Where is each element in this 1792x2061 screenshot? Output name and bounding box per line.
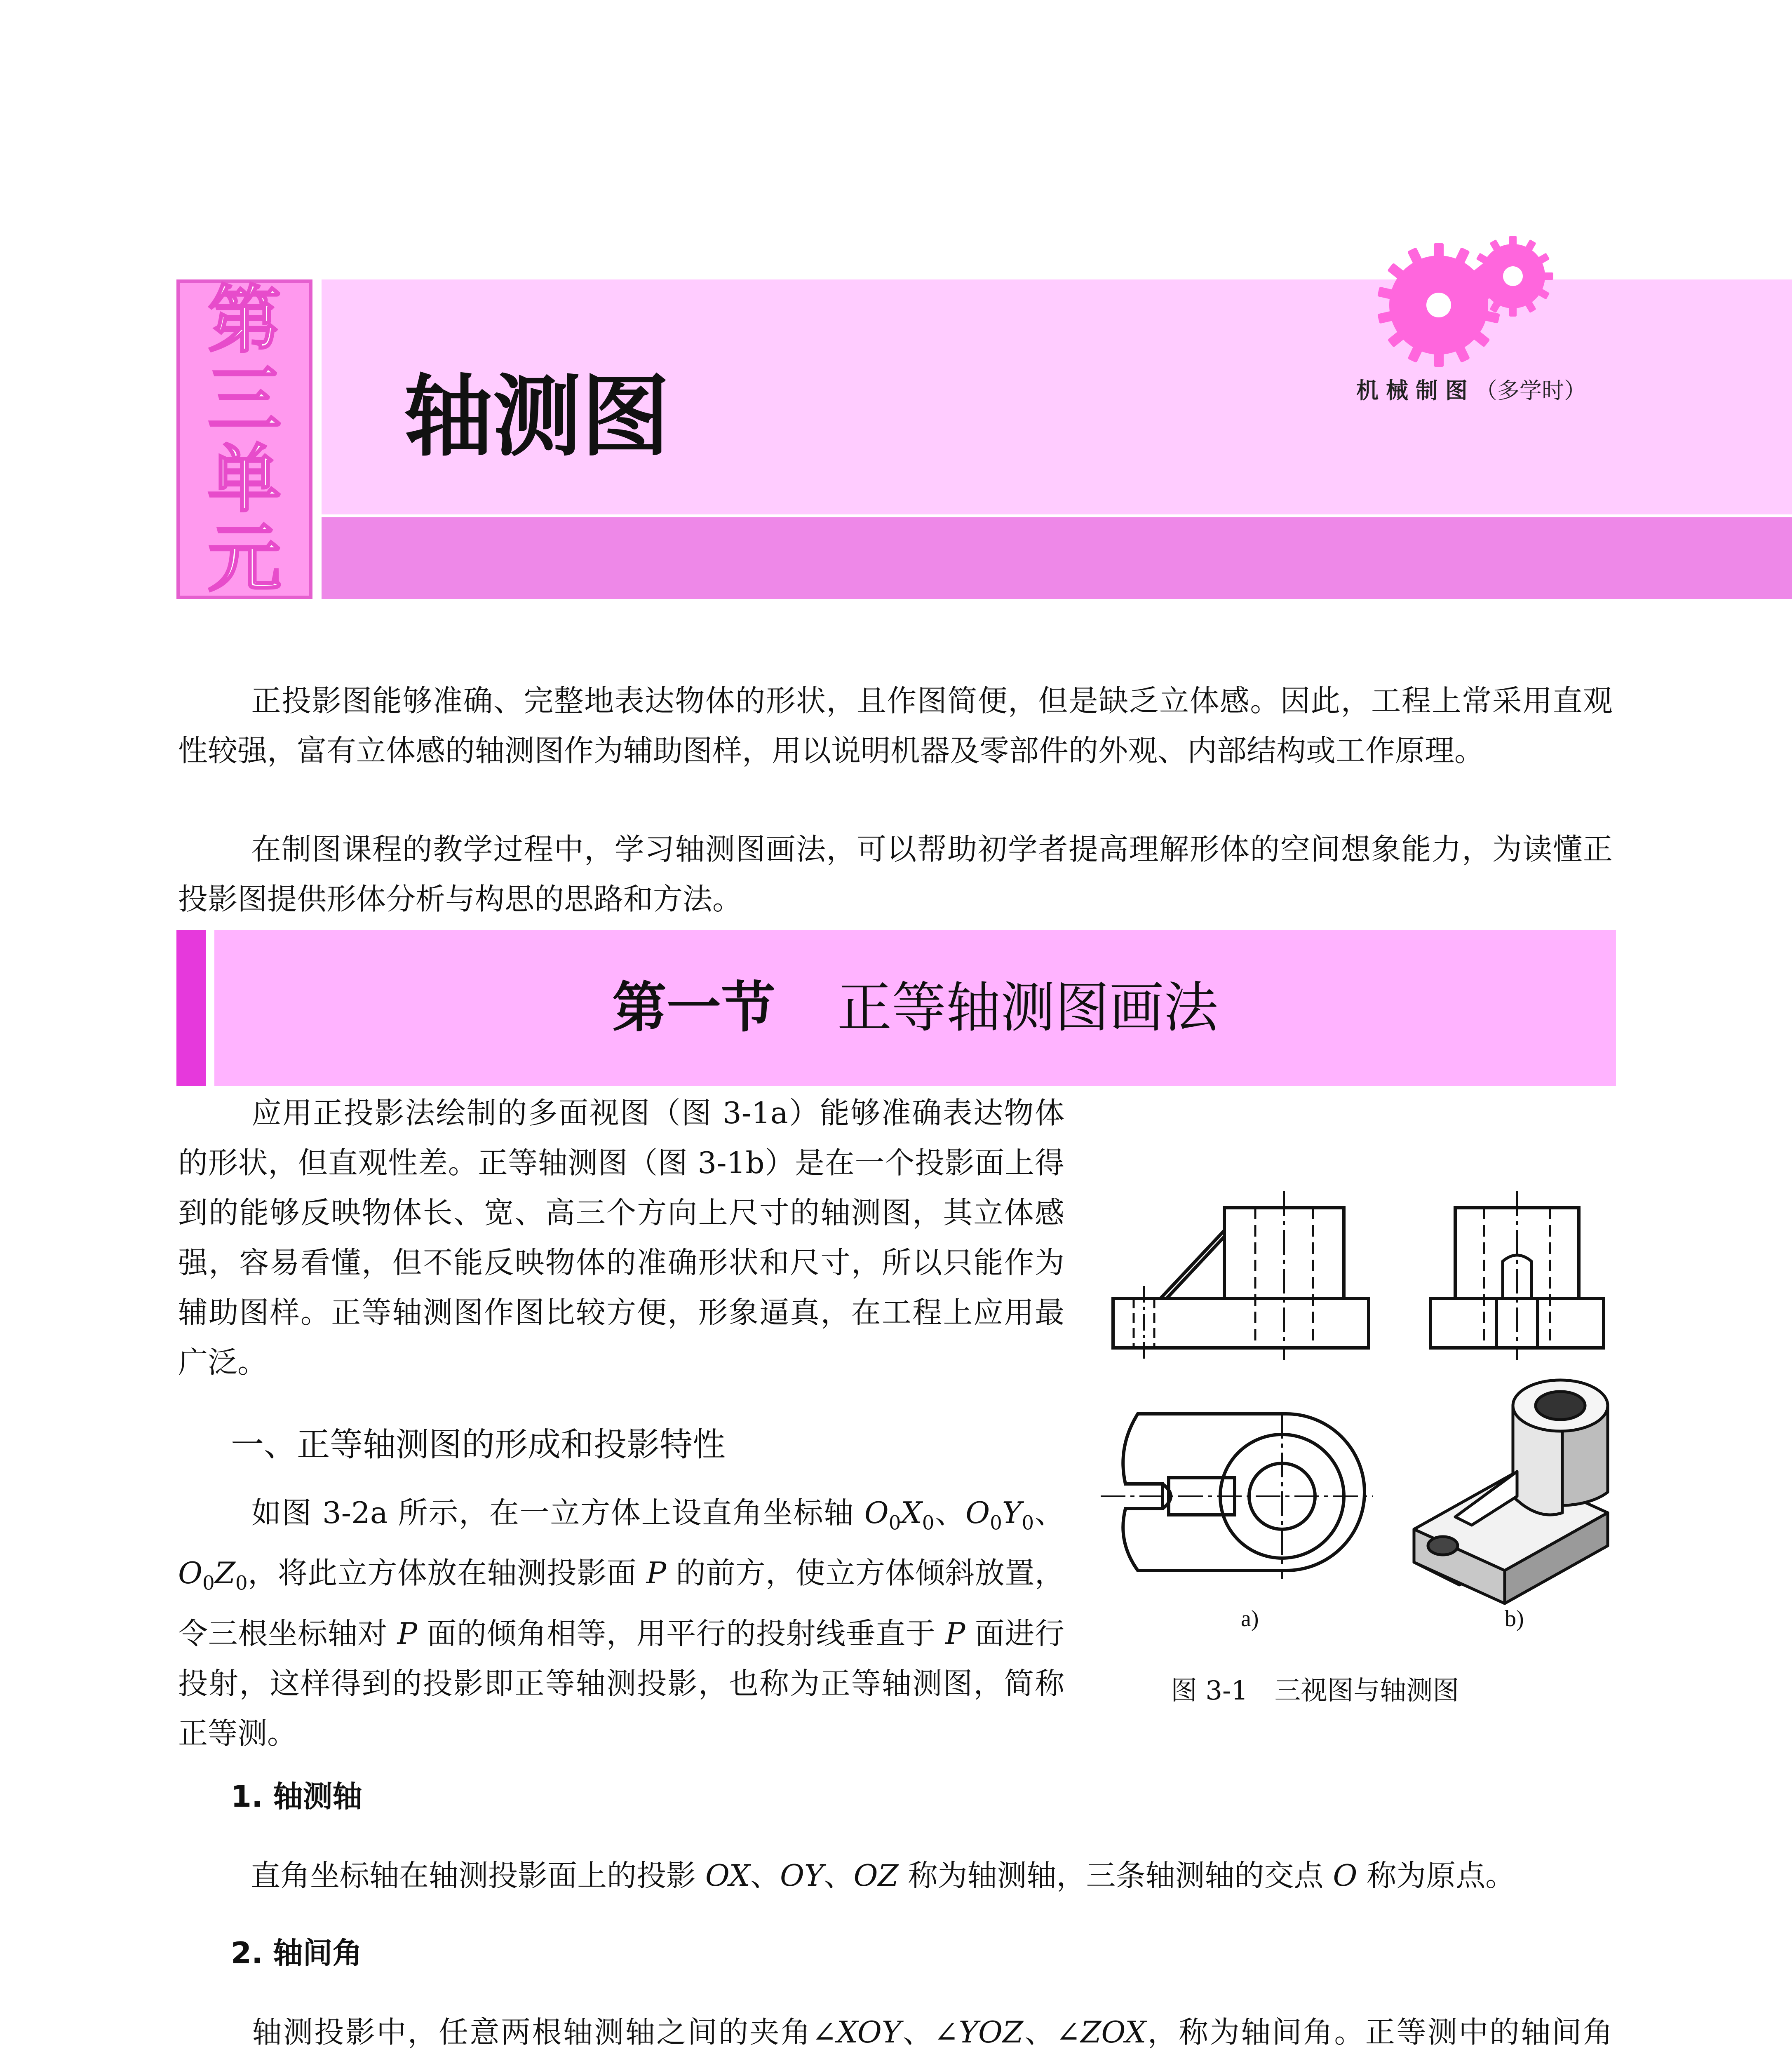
chapter-title: 轴测图 [404, 364, 670, 468]
side-view-drawing [1430, 1191, 1604, 1360]
intro-paragraph-1: 正投影图能够准确、完整地表达物体的形状，且作图简便，但是缺乏立体感。因此，工程上常采用直观性较强，富有立体感的轴测图作为辅助图样，用以说明机器及零部件的外观、内部结构或工作原理。 [178, 683, 1613, 768]
subsection-heading: 一、正等轴测图的形成和投影特性 [231, 1425, 726, 1464]
unit-char-2: 三 [208, 357, 281, 442]
body-paragraph-2: 如图 3-2a 所示，在一立方体上设直角坐标轴 $O_0X_0$、$O_0Y_0$、$O_0Z_0$，将此立方体放在轴测投影面 P 的前方，使立方体倾斜放置，令三根坐标轴对 P 面的倾角相等，用平行的投射线垂直于 P 面进行投射，这样得到的投影即正等轴测投影，也称为正等轴测图，简称正等测。 [178, 1495, 1064, 1751]
section-title [214, 930, 1616, 1086]
figure-3-1 [1101, 1183, 1620, 1632]
book-title-note: （多学时） [1475, 378, 1586, 404]
top-view-drawing [1101, 1414, 1373, 1579]
isometric-view-drawing [1414, 1380, 1608, 1603]
section-number: 第一节 [612, 976, 775, 1040]
book-title [1356, 373, 1586, 405]
intro-paragraph-2: 在制图课程的教学过程中，学习轴测图画法，可以帮助初学者提高理解形体的空间想象能力，为读懂正投影图提供形体分析与构思的思路和方法。 [178, 832, 1613, 916]
heading-axes: 1. 轴测轴 [231, 1779, 362, 1814]
front-view-drawing [1113, 1191, 1369, 1360]
chapter-title-band-lower [322, 517, 1792, 599]
section-name: 正等轴测图画法 [837, 976, 1218, 1040]
paragraph-axes: 直角坐标轴在轴测投影面上的投影 OX、OY、OZ 称为轴测轴，三条轴测轴的交点 O 称为原点。 [251, 1858, 1515, 1893]
figure-label-b: b) [1505, 1606, 1524, 1631]
unit-char-3: 单 [208, 437, 281, 522]
gears-icon [1373, 231, 1571, 367]
section-header-marker [176, 930, 206, 1086]
heading-axis-angle: 2. 轴间角 [231, 1936, 362, 1970]
unit-char-1: 第 [208, 277, 281, 363]
figure-label-a: a) [1241, 1606, 1259, 1631]
book-title-main: 机械制图 [1356, 378, 1475, 404]
body-paragraph-1: 应用正投影法绘制的多面视图（图 3-1a）能够准确表达物体的形状，但直观性差。正等轴测图（图 3-1b）是在一个投影面上得到的能够反映物体长、宽、高三个方向上尺寸的轴测图，其立体感强，容易看懂，但不能反映物体的准确形状和尺寸，所以只能作为辅助图样。正等轴测图作图比较方便，形象逼真，在工程上应用最广泛。 [178, 1088, 1613, 1715]
paragraph-axis-angle: 轴测投影中，任意两根轴测轴之间的夹角∠XOY、∠YOZ、∠ZOX，称为轴间角。正等测中的轴间角 [251, 2015, 1613, 2049]
unit-char-4: 元 [208, 516, 281, 601]
figure-caption: 图 3-1 三视图与轴测图 [1171, 1676, 1459, 1706]
